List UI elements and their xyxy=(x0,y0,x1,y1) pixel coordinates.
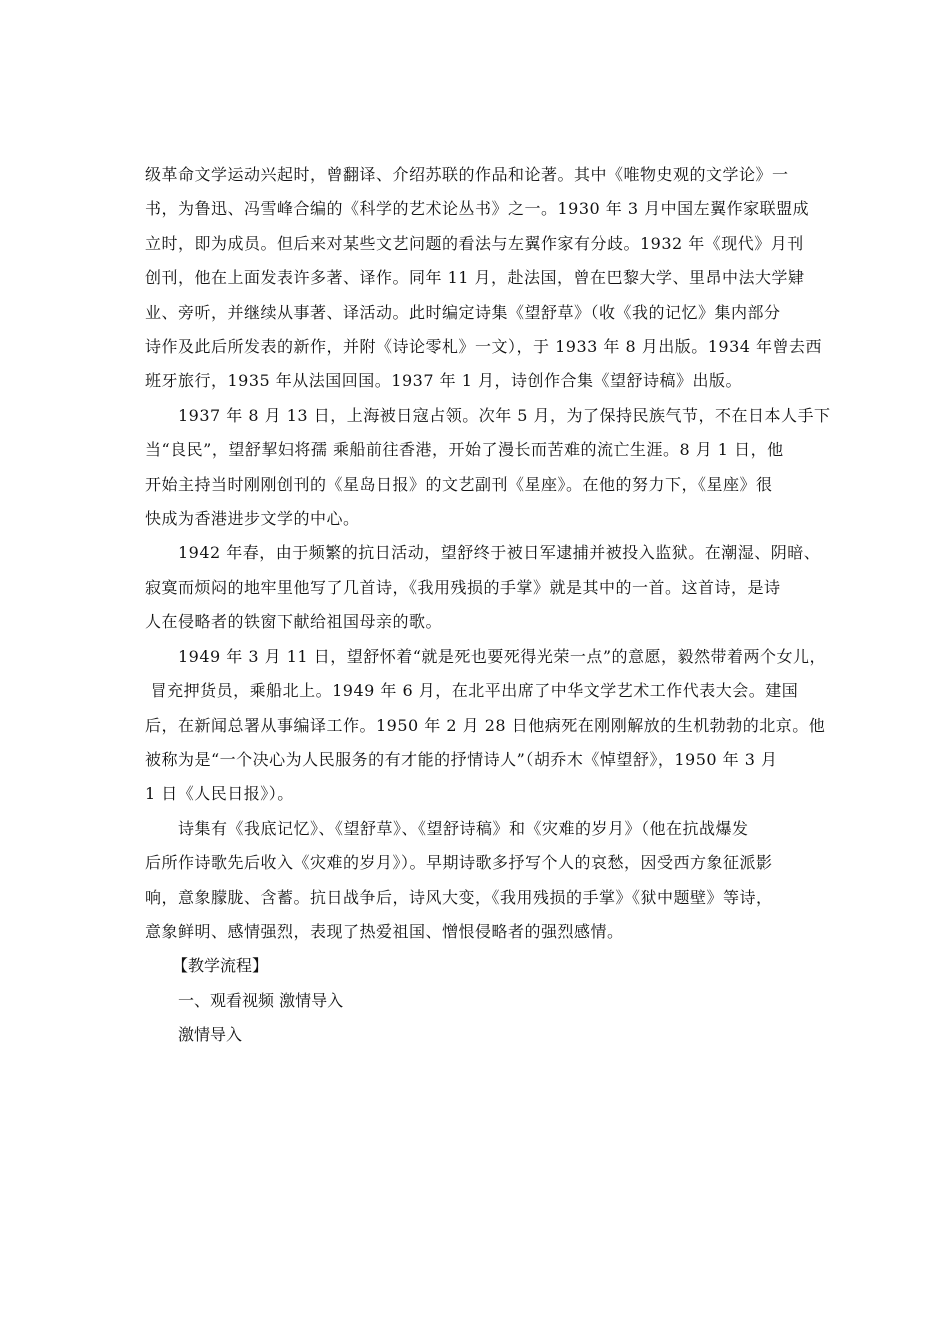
text-line: 意象鲜明、感情强烈，表现了热爱祖国、憎恨侵略者的强烈感情。 xyxy=(145,921,624,941)
text-line: 业、旁听，并继续从事著、译活动。此时编定诗集《望舒草》（收《我的记忆》集内部分 xyxy=(145,302,781,322)
step-one-subheading: 激情导入 xyxy=(178,1025,243,1045)
text-line: 响，意象朦胧、含蓄。抗日战争后，诗风大变，《我用残损的手掌》《狱中题壁》等诗， xyxy=(145,887,773,907)
paragraph-poetry-collections xyxy=(145,812,815,950)
text-line: 1949 年 3 月 11 日，望舒怀着“就是死也要死得光荣一点”的意愿，毅然带着两个女儿， xyxy=(178,646,827,666)
text-line: 级革命文学运动兴起时，曾翻译、介绍苏联的作品和论著。其中《唯物史观的文学论》一 xyxy=(145,165,789,184)
text-line: 创刊，他在上面发表许多著、译作。同年 11 月，赴法国，曾在巴黎大学、里昂中法大学肄 xyxy=(145,268,805,288)
text-line: 后，在新闻总署从事编译工作。1950 年 2 月 28 日他病死在刚刚解放的生机勃勃的北京。他 xyxy=(145,715,826,735)
text-line: 1 日《人民日报》）。 xyxy=(145,784,294,804)
text-line: 诗作及此后所发表的新作，并附《诗论零札》一文），于 1933 年 8 月出版。1934 年曾去西 xyxy=(145,337,823,357)
text-line: 寂寞而烦闷的地牢里他写了几首诗，《我用残损的手掌》就是其中的一首。这首诗，是诗 xyxy=(145,577,781,597)
text-line: 1942 年春，由于频繁的抗日活动，望舒终于被日军逮捕并被投入监狱。在潮湿、阴暗、 xyxy=(178,543,821,563)
text-line: 开始主持当时刚刚创刊的《星岛日报》的文艺副刊《星座》。在他的努力下，《星座》很 xyxy=(145,474,773,494)
text-line: 快成为香港进步文学的中心。 xyxy=(145,509,360,529)
paragraph-biography-4 xyxy=(145,640,827,812)
text-line: 被称为是“一个决心为人民服务的有才能的抒情诗人”（胡乔木《悼望舒》，1950 年 3 月 xyxy=(145,749,778,769)
text-line: 后所作诗歌先后收入《灾难的岁月》）。早期诗歌多抒写个人的哀愁，因受西方象征派影 xyxy=(145,853,773,873)
text-line: 班牙旅行，1935 年从法国回国。1937 年 1 月，诗创作合集《望舒诗稿》出版。 xyxy=(145,371,742,391)
text-line: 人在侵略者的铁窗下献给祖国母亲的歌。 xyxy=(145,612,443,632)
paragraph-biography-1 xyxy=(145,158,823,399)
step-one-heading: 一、观看视频 激情导入 xyxy=(178,990,344,1010)
text-line: 书，为鲁迅、冯雪峰合编的《科学的艺术论丛书》之一。1930 年 3 月中国左翼作家联盟成 xyxy=(145,199,810,219)
text-line: 立时，即为成员。但后来对某些文艺问题的看法与左翼作家有分歧。1932 年《现代》月刊 xyxy=(145,233,804,253)
paragraph-biography-3 xyxy=(145,536,821,639)
text-line: 冒充押货员，乘船北上。1949 年 6 月，在北平出席了中华文学艺术工作代表大会。建国 xyxy=(145,681,799,701)
text-line: 当“良民”，望舒挈妇将孺 乘船前往香港，开始了漫长而苦难的流亡生涯。8 月 1 日，他 xyxy=(145,440,784,460)
document-body xyxy=(145,158,831,1053)
text-line: 诗集有《我底记忆》、《望舒草》、《望舒诗稿》和《灾难的岁月》（他在抗战爆发 xyxy=(178,818,749,838)
section-heading-teaching-process: 【教学流程】 xyxy=(172,956,269,976)
text-line: 1937 年 8 月 13 日，上海被日寇占领。次年 5 月，为了保持民族气节，不在日本人手下 xyxy=(178,405,831,425)
paragraph-biography-2 xyxy=(145,399,831,537)
